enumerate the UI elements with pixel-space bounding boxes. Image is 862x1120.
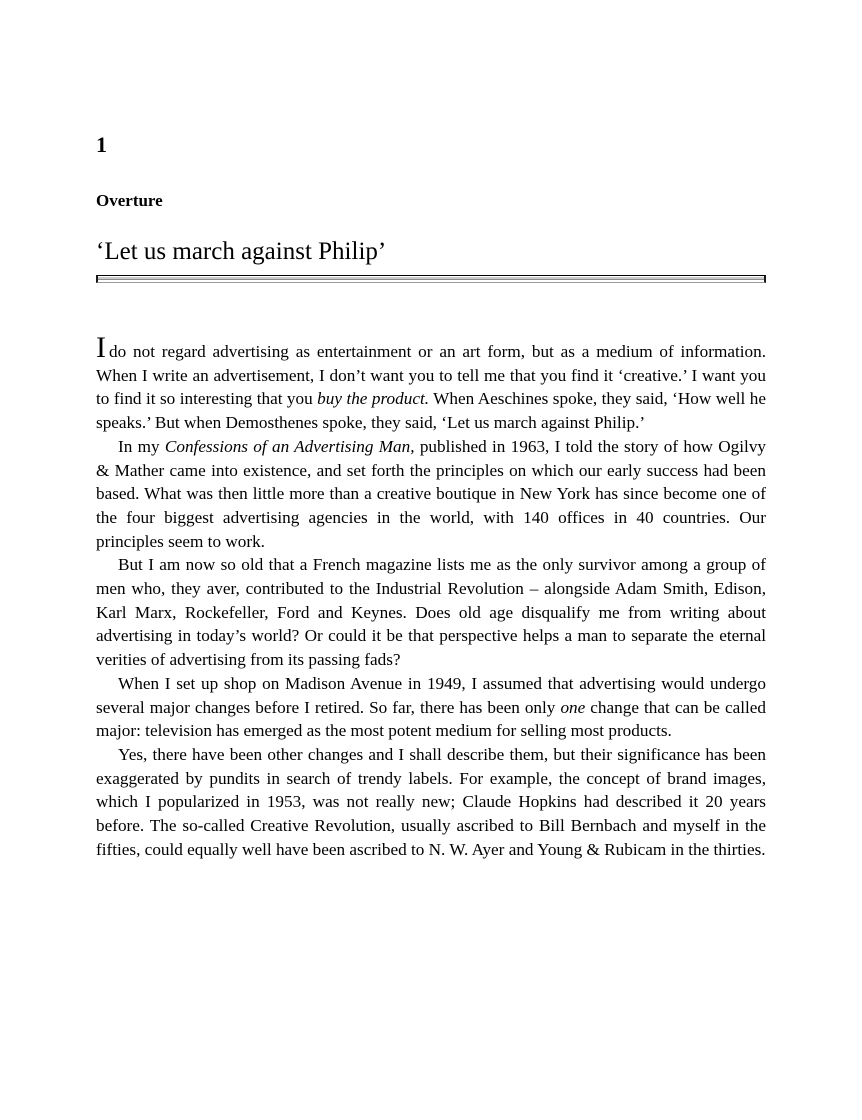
text-run: published in 1963, I told the story of how Ogilvy & Mather came into existence, and set forth the principles on which our early success had been based. What was then little more than a creative boutique in New York has since become one of the four biggest advertising agencies in the world, with 140 offices in 40 countries. Our principles seem to work. [96,436,767,551]
chapter-label: Overture [96,191,163,210]
italic-text-run: Confessions of an Advertising Man, [164,436,415,456]
paragraph [96,743,766,862]
chapter-number: 1 [96,132,107,157]
paragraph [96,435,766,554]
paragraph [96,672,766,743]
body-text-container [96,331,767,861]
text-run: When I set up shop on Madison Avenue in 1949, I assumed that advertising would undergo several major changes before I retired. So far, there has been only [96,673,766,717]
paragraph [96,553,766,672]
drop-cap: I [96,331,106,364]
title-divider-rule [96,275,766,283]
text-run: But I am now so old that a French magazine lists me as the only survivor among a group of men who, they aver, contributed to the Industrial Revolution – alongside Adam Smith, Edison, Karl Marx, Rockefeller, Ford and Keynes. Does old age disqualify me from writing about advertising in today’s world? Or could it be that perspective helps a man to separate the eternal verities of advertising from its passing fads? [96,555,766,670]
text-run: When Aeschines spoke, they said, ‘How well he speaks.’ But when Demosthenes spoke, they said, ‘Let us march against Philip.’ [96,389,766,433]
text-run: do not regard advertising as entertainment or an art form, but as a medium of information. When I write an advertisement, I don’t want you to tell me that you find it ‘creative.’ I want you to find it so interesting that you [96,342,766,409]
italic-text-run: buy the product. [317,389,430,409]
chapter-title: ‘Let us march against Philip’ [96,238,387,265]
text-run: In my [118,436,165,456]
text-run: change that can be called major: television has emerged as the most potent medium for selling most products. [96,697,766,741]
italic-text-run: one [560,697,586,717]
text-run: Yes, there have been other changes and I shall describe them, but their significance has been exaggerated by pundits in search of trendy labels. For example, the concept of brand images, which I popularized in 1953, was not really new; Claude Hopkins had described it 20 years before. The so-called Creative Revolution, usually ascribed to Bill Bernbach and myself in the fifties, could equally well have been ascribed to N. W. Ayer and Young & Rubicam in the thirties. [96,744,766,859]
paragraph [96,331,766,435]
